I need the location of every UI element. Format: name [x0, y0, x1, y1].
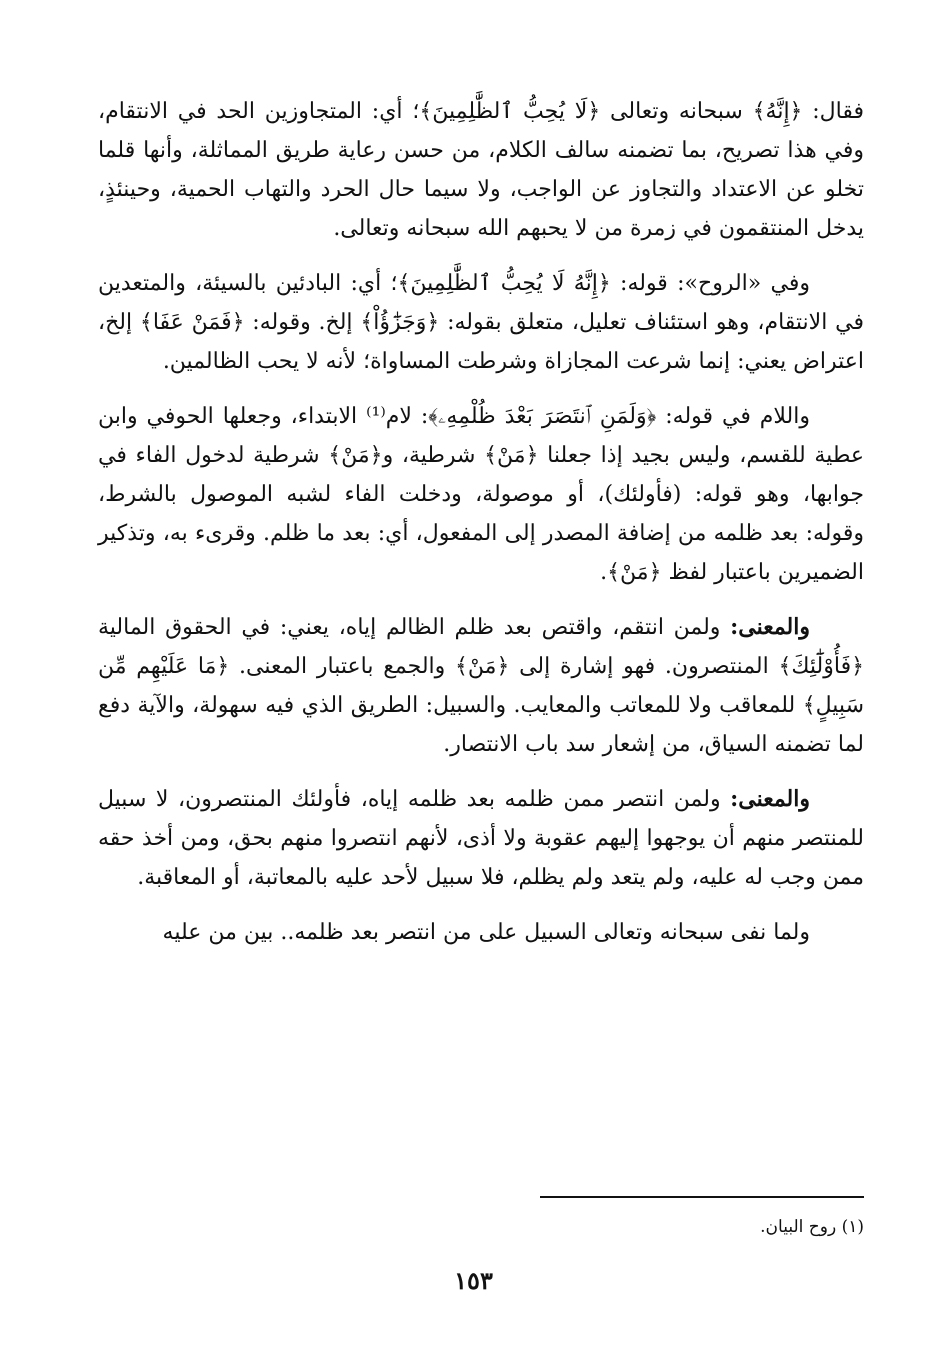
paragraph-3	[98, 397, 864, 592]
footnote-divider	[540, 1196, 864, 1198]
paragraph-1	[98, 92, 864, 248]
paragraph-1-text: فقال: ﴿إِنَّهُ﴾ سبحانه وتعالى ﴿لَا يُحِبُّ ٱلظَّٰلِمِينَ﴾؛ أي: المتجاوزين الحد في الانتقام، وفي هذا تصريح، بما تضمنه سالف الكلام، من حسن رعاية طريق المماثلة، وأنها قلما تخلو عن الاعتداد والتجاوز عن الواجب، ولا سيما حال الحرد والتهاب الحمية، وحينئذٍ، يدخل المنتقمون في زمرة من لا يحبهم الله سبحانه وتعالى.	[98, 99, 864, 241]
paragraph-2	[98, 264, 864, 381]
paragraph-6	[98, 913, 864, 952]
paragraph-3-text: واللام في قوله: ﴿وَلَمَنِ ٱنتَصَرَ بَعْدَ ظُلْمِهِۦ﴾: لام⁽¹⁾ الابتداء، وجعلها الحوفي وابن عطية للقسم، وليس بجيد إذا جعلنا ﴿مَنْ﴾ شرطية، و﴿مَنْ﴾ شرطية لدخول الفاء في جوابها، وهو قوله: (فأولئك)، أو موصولة، ودخلت الفاء لشبه الموصول بالشرط، وقوله: بعد ظلمه من إضافة المصدر إلى المفعول، أي: بعد ما ظلم. وقرىء به، وتذكير الضميرين باعتبار لفظ ﴿مَنْ﴾.	[98, 404, 864, 585]
paragraph-2-text: وفي «الروح»: قوله: ﴿إِنَّهُ لَا يُحِبُّ ٱلظَّٰلِمِينَ﴾؛ أي: البادئين بالسيئة، والمتعدين في الانتقام، وهو استئناف تعليل، متعلق بقوله: ﴿وَجَزَٰٓؤُاْ﴾ إلخ. وقوله: ﴿فَمَنْ عَفَا﴾ إلخ، اعتراض يعني: إنما شرعت المجازاة وشرطت المساواة؛ لأنه لا يحب الظالمين.	[98, 271, 864, 374]
main-text	[98, 92, 864, 968]
footnote: (١) روح البيان.	[760, 1217, 864, 1237]
paragraph-4-lead: والمعنى:	[730, 614, 810, 640]
paragraph-4	[98, 608, 864, 764]
paragraph-5	[98, 780, 864, 897]
paragraph-4-text: ولمن انتقم، واقتص بعد ظلم الظالم إياه، يعني: في الحقوق المالية ﴿فَأُوْلَٰٓئِكَ﴾ المنتصرون. فهو إشارة إلى ﴿مَنْ﴾ والجمع باعتبار المعنى. ﴿مَا عَلَيْهِم مِّن سَبِيلٍ﴾ للمعاقب ولا للمعاتب والمعايب. والسبيل: الطريق الذي فيه سهولة، والآية دفع لما تضمنه السياق، من إشعار سد باب الانتصار.	[98, 615, 864, 757]
page-number: ١٥٣	[454, 1266, 493, 1295]
paragraph-5-lead: والمعنى:	[730, 786, 810, 812]
paragraph-6-text: ولما نفى سبحانه وتعالى السبيل على من انتصر بعد ظلمه.. بين من عليه	[162, 920, 810, 945]
paragraph-5-text: ولمن انتصر ممن ظلمه بعد ظلمه إياه، فأولئك المنتصرون، لا سبيل للمنتصر منهم أن يوجهوا إليهم عقوبة ولا أذى، لأنهم انتصروا منهم بحق، ومن أخذ حقه ممن وجب له عليه، ولم يتعد ولم يظلم، فلا سبيل لأحد عليه بالمعاتبة، أو المعاقبة.	[98, 787, 864, 890]
